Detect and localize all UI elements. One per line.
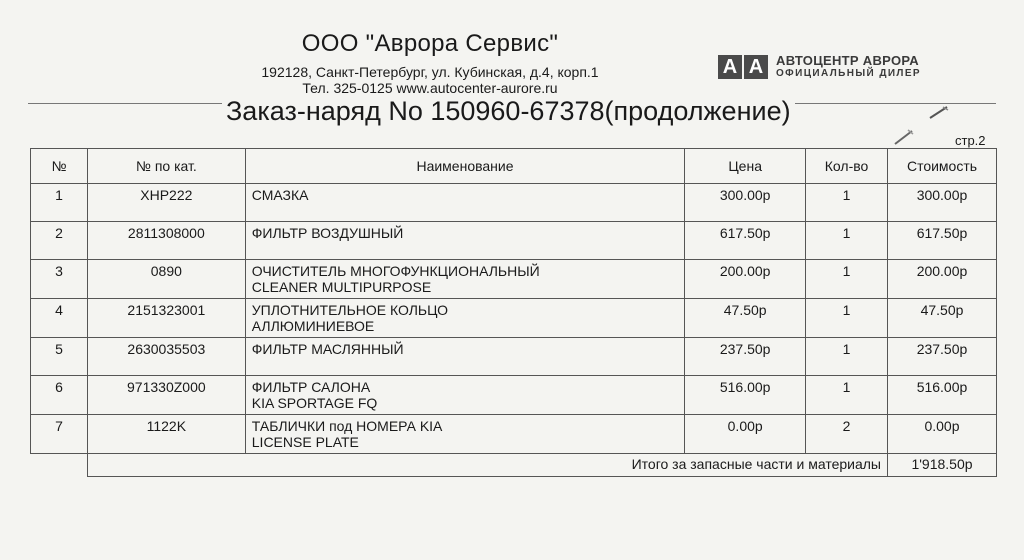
table-row: [31, 222, 997, 260]
dealer-logo: [718, 54, 921, 79]
item-name: [245, 222, 684, 260]
pen-mark-icon: [893, 128, 915, 146]
logo-letter: A: [744, 55, 768, 79]
item-name-line: УПЛОТНИТЕЛЬНОЕ КОЛЬЦО: [251, 302, 449, 318]
item-name: [245, 415, 684, 454]
header-number: №: [31, 149, 88, 184]
item-price: 617.50р: [685, 222, 806, 260]
item-name: [245, 299, 684, 338]
total-value: 1'918.50р: [888, 454, 997, 477]
catalog-number: 0890: [87, 260, 245, 299]
item-name-line: ОЧИСТИТЕЛЬ МНОГОФУНКЦИОНАЛЬНЫЙ: [251, 263, 540, 279]
row-number: 2: [31, 222, 88, 260]
catalog-number: XHP222: [87, 184, 245, 222]
header-name: Наименование: [245, 149, 684, 184]
logo-mark-icon: [718, 55, 768, 79]
catalog-number: 2811308000: [87, 222, 245, 260]
item-cost: 300.00р: [888, 184, 997, 222]
item-quantity: 2: [806, 415, 888, 454]
item-cost: 237.50р: [888, 338, 997, 376]
table-row: [31, 260, 997, 299]
company-phone: Тел. 325-0125 www.autocenter-aurore.ru: [302, 80, 558, 96]
row-number: 3: [31, 260, 88, 299]
order-title: Заказ-наряд No 150960-67378(продолжение): [222, 96, 795, 127]
item-quantity: 1: [806, 299, 888, 338]
item-quantity: 1: [806, 222, 888, 260]
total-row: [31, 454, 997, 477]
item-name-line: ТАБЛИЧКИ под НОМЕРА KIA: [251, 418, 443, 434]
company-name: ООО "Аврора Сервис": [301, 30, 559, 57]
item-price: 237.50р: [685, 338, 806, 376]
row-number: 7: [31, 415, 88, 454]
item-price: 300.00р: [685, 184, 806, 222]
item-name-line: LICENSE PLATE: [251, 434, 359, 450]
item-price: 0.00р: [685, 415, 806, 454]
table-header-row: [31, 149, 997, 184]
company-address: 192128, Санкт-Петербург, ул. Кубинская, д.4, корп.1: [261, 64, 599, 80]
item-quantity: 1: [806, 338, 888, 376]
item-cost: 617.50р: [888, 222, 997, 260]
header-catalog-number: № по кат.: [87, 149, 245, 184]
catalog-number: 2630035503: [87, 338, 245, 376]
row-number: 5: [31, 338, 88, 376]
row-number: 4: [31, 299, 88, 338]
item-name: [245, 376, 684, 415]
row-number: 6: [31, 376, 88, 415]
pen-mark-icon: [928, 104, 950, 120]
item-name: [245, 338, 684, 376]
header-quantity: Кол-во: [806, 149, 888, 184]
header-cost: Стоимость: [888, 149, 997, 184]
table-row: [31, 299, 997, 338]
item-cost: 516.00р: [888, 376, 997, 415]
catalog-number: 971330Z000: [87, 376, 245, 415]
item-name-line: ФИЛЬТР МАСЛЯННЫЙ: [251, 341, 404, 357]
logo-subtitle: ОФИЦИАЛЬНЫЙ ДИЛЕР: [776, 68, 921, 80]
item-price: 516.00р: [685, 376, 806, 415]
logo-text: [776, 54, 921, 79]
item-cost: 0.00р: [888, 415, 997, 454]
catalog-number: 2151323001: [87, 299, 245, 338]
item-name-line: CLEANER MULTIPURPOSE: [251, 279, 432, 295]
item-name: [245, 184, 684, 222]
parts-table: [30, 148, 997, 477]
item-name-line: СМАЗКА: [251, 187, 309, 203]
catalog-number: 1122K: [87, 415, 245, 454]
item-name-line: ФИЛЬТР САЛОНА: [251, 379, 371, 395]
row-number: 1: [31, 184, 88, 222]
item-name: [245, 260, 684, 299]
item-name-line: ФИЛЬТР ВОЗДУШНЫЙ: [251, 225, 404, 241]
item-cost: 200.00р: [888, 260, 997, 299]
item-quantity: 1: [806, 260, 888, 299]
item-cost: 47.50р: [888, 299, 997, 338]
item-name-line: KIA SPORTAGE FQ: [251, 395, 378, 411]
item-price: 200.00р: [685, 260, 806, 299]
total-label: Итого за запасные части и материалы: [87, 454, 887, 477]
item-quantity: 1: [806, 376, 888, 415]
item-price: 47.50р: [685, 299, 806, 338]
logo-letter: A: [718, 55, 742, 79]
logo-title: АВТОЦЕНТР АВРОРА: [776, 53, 919, 68]
page-number: стр.2: [955, 133, 986, 148]
table-row: [31, 376, 997, 415]
table-row: [31, 415, 997, 454]
header-price: Цена: [685, 149, 806, 184]
table-row: [31, 184, 997, 222]
item-name-line: АЛЛЮМИНИЕВОЕ: [251, 318, 375, 334]
table-row: [31, 338, 997, 376]
item-quantity: 1: [806, 184, 888, 222]
company-header: [230, 30, 630, 96]
